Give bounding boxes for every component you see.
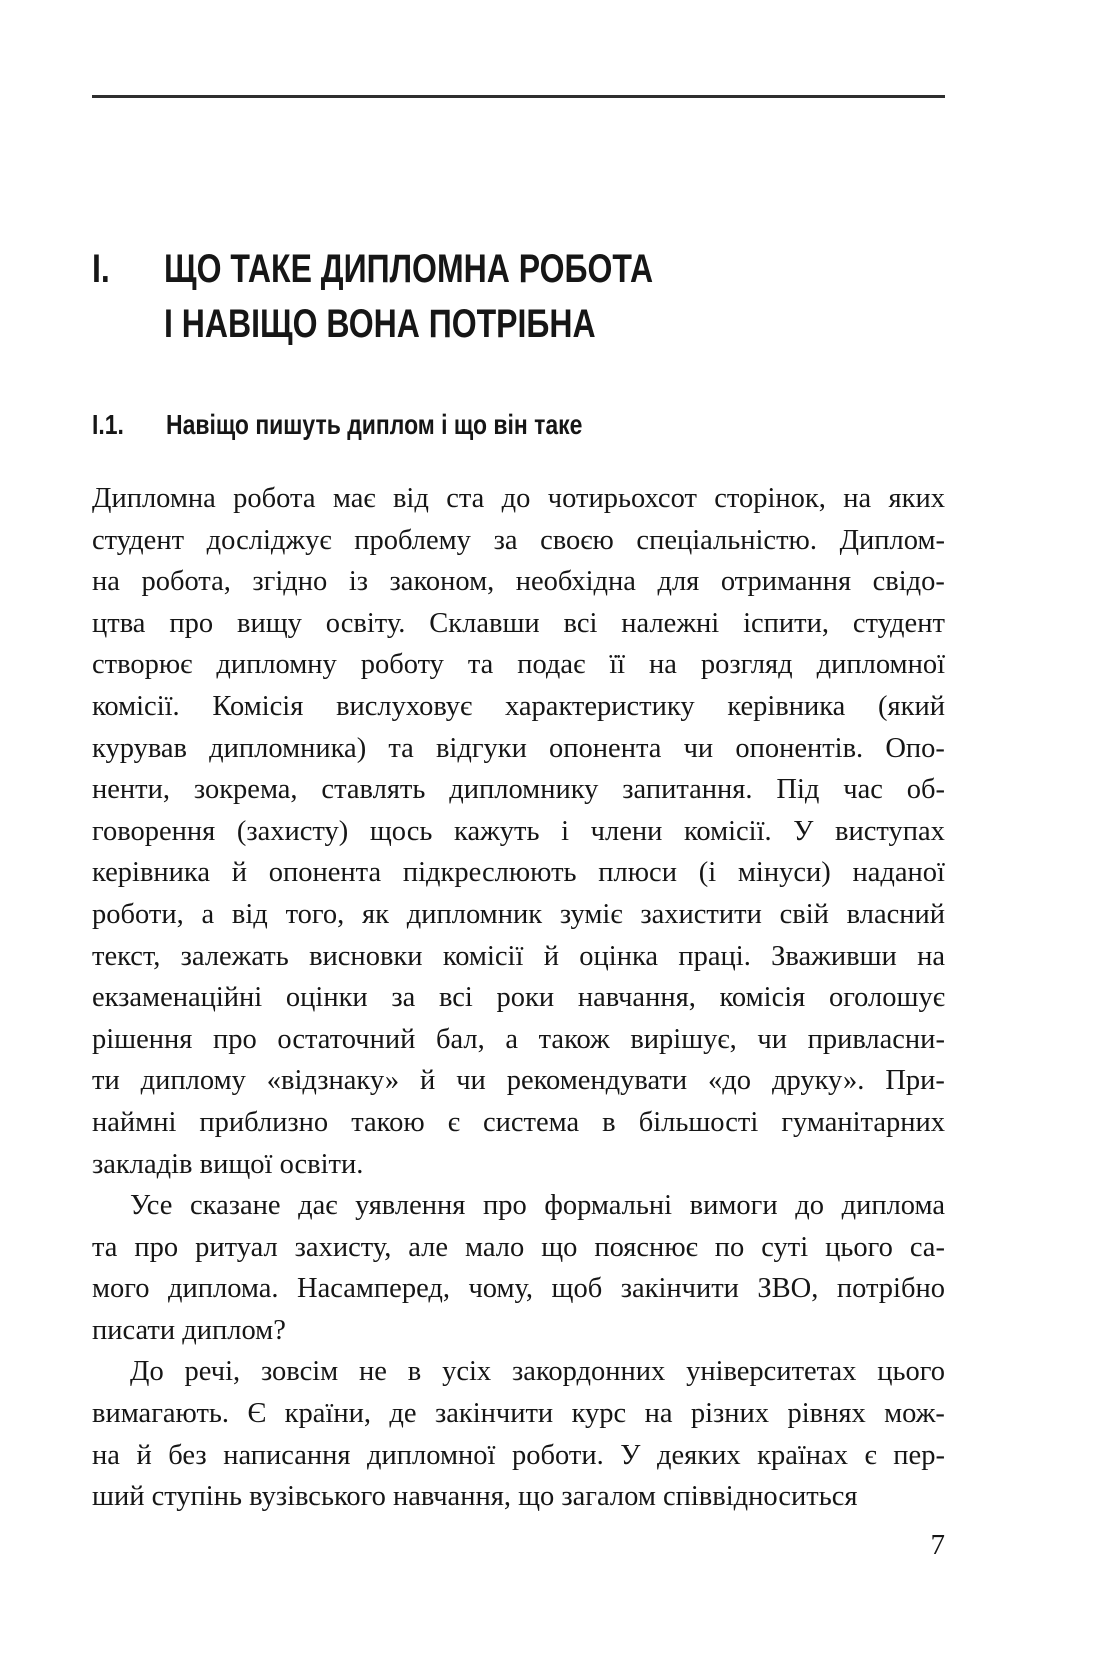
section-title: Навіщо пишуть диплом і що він таке — [166, 409, 583, 440]
text-line — [92, 769, 945, 811]
text-line — [92, 1227, 945, 1269]
text-line — [92, 811, 945, 853]
word: а — [505, 1023, 519, 1055]
word: без — [168, 1439, 207, 1471]
text-line — [92, 686, 945, 728]
text-line: ший ступінь вузівського навчання, що загалом співвідноситься — [92, 1481, 858, 1513]
word: до — [501, 483, 531, 514]
word: навчання, — [577, 982, 696, 1014]
word: й — [136, 1439, 152, 1471]
word: цтва — [92, 607, 146, 639]
word: є — [447, 1106, 460, 1138]
word: дипломник — [406, 898, 543, 930]
word: згідно — [252, 566, 328, 598]
paragraph — [92, 1351, 945, 1517]
word: є — [864, 1439, 877, 1471]
word: про — [213, 1023, 257, 1055]
word: роботи, — [92, 898, 184, 930]
paragraph — [92, 1185, 945, 1351]
word: оцінка — [579, 940, 659, 972]
text-line: закладів вищої освіти. — [92, 1148, 364, 1180]
word: рівнях — [787, 1398, 866, 1430]
word: Усе — [130, 1190, 173, 1222]
word: закордонних — [512, 1356, 666, 1388]
word: чотирьохсот — [547, 483, 697, 514]
word: друку». — [771, 1065, 865, 1097]
section-number: I.1. — [92, 409, 124, 440]
word: роки — [496, 982, 555, 1014]
text-line: писати диплом? — [92, 1314, 286, 1346]
word: дипломну — [216, 649, 337, 681]
text-line — [92, 1268, 945, 1310]
word: про — [134, 1231, 179, 1263]
word: університетах — [686, 1356, 857, 1388]
word: мінуси) — [737, 857, 831, 889]
word: того, — [285, 898, 345, 930]
word: ЗВО, — [757, 1273, 819, 1305]
word: країни, — [284, 1398, 371, 1430]
word: відгуки — [435, 732, 527, 764]
word: усіх — [442, 1356, 492, 1388]
word: за — [493, 524, 518, 556]
word: робота — [233, 483, 316, 514]
word: Комісія — [212, 690, 304, 722]
word: гуманітарних — [781, 1106, 945, 1138]
word: курував — [92, 732, 188, 764]
word: захисту, — [294, 1231, 392, 1263]
word: досліджує — [206, 524, 332, 556]
word: для — [657, 566, 700, 598]
word: чи — [683, 732, 714, 764]
word: де — [389, 1398, 417, 1430]
word: диплома. — [167, 1273, 279, 1305]
word: мало — [465, 1231, 525, 1263]
word: іспити, — [743, 607, 829, 639]
word: зуміє — [559, 898, 623, 930]
word: виступах — [835, 815, 945, 847]
word: екзаменаційні — [92, 982, 263, 1014]
text-line — [92, 894, 945, 936]
word: від — [392, 483, 429, 514]
word: залежать — [180, 940, 289, 972]
text-line — [92, 852, 945, 894]
text-line — [92, 644, 945, 686]
word: са- — [909, 1231, 945, 1263]
word: написання — [223, 1439, 351, 1471]
word: При- — [885, 1065, 945, 1097]
word: чи — [757, 1023, 787, 1055]
word: приблизно — [199, 1106, 329, 1138]
text-line — [92, 1060, 945, 1102]
word: дипломника) — [209, 732, 367, 764]
word: всі — [438, 982, 473, 1014]
word: необхідна — [515, 566, 636, 598]
word: кажуть — [454, 815, 540, 847]
word: пер- — [893, 1439, 945, 1471]
word: від — [231, 898, 268, 930]
chapter-title-line-1: ЩО ТАКЕ ДИПЛОМНА РОБОТА — [164, 247, 654, 291]
word: не — [359, 1356, 387, 1388]
word: Зваживши — [771, 940, 897, 972]
word: робота, — [141, 566, 231, 598]
text-line — [92, 1102, 945, 1144]
word: комісії. — [683, 815, 772, 847]
page-number: 7 — [930, 1529, 945, 1561]
word: комісії. — [92, 690, 180, 722]
word: вимагають. — [92, 1398, 230, 1430]
word: із — [348, 566, 369, 598]
section-heading — [92, 409, 674, 441]
word: на — [843, 483, 872, 514]
word: створює — [92, 649, 193, 681]
word: рішення — [92, 1023, 193, 1055]
word: уявлення — [355, 1190, 466, 1222]
word: дипломної — [816, 649, 945, 681]
word: оцінки — [285, 982, 368, 1014]
word: (захисту) — [236, 815, 349, 847]
word: а — [201, 898, 215, 930]
word: на — [649, 649, 677, 681]
word: ти — [92, 1065, 120, 1097]
word: мож- — [884, 1398, 945, 1430]
word: захистити — [640, 898, 762, 930]
word: деяких — [656, 1439, 741, 1471]
word: різних — [690, 1398, 770, 1430]
text-line — [92, 1185, 945, 1227]
text-line — [92, 728, 945, 770]
word: на — [644, 1398, 673, 1430]
word: на — [92, 1439, 120, 1471]
word: подає — [517, 649, 586, 681]
word: комісія — [719, 982, 806, 1014]
word: та — [388, 732, 414, 764]
word: підкреслюють — [402, 857, 577, 889]
word: й — [420, 1065, 436, 1097]
word: що — [541, 1231, 578, 1263]
word: праці. — [678, 940, 751, 972]
word: студент — [852, 607, 945, 639]
word: отримання — [720, 566, 852, 598]
word: зовсім — [260, 1356, 339, 1388]
word: керівника — [727, 690, 846, 722]
word: сторінок, — [714, 483, 826, 514]
word: щоб — [551, 1273, 603, 1305]
word: Під — [776, 774, 820, 806]
word: всі — [563, 607, 598, 639]
word: Диплом- — [839, 524, 945, 556]
word: ста — [446, 483, 485, 514]
word: висновки — [309, 940, 423, 972]
word: освіту. — [325, 607, 406, 639]
word: запитання. — [622, 774, 753, 806]
word: характеристику — [505, 690, 695, 722]
word: про — [482, 1190, 527, 1222]
word: її — [609, 649, 626, 681]
word: цього — [877, 1356, 945, 1388]
text-line — [92, 478, 945, 520]
text-line — [92, 1019, 945, 1061]
word: дипломнику — [449, 774, 599, 806]
word: текст, — [92, 940, 161, 972]
word: сказане — [190, 1190, 281, 1222]
chapter-heading — [92, 242, 972, 352]
word: щось — [369, 815, 433, 847]
word: та — [92, 1231, 118, 1263]
word: і — [561, 815, 570, 847]
word: плюси — [598, 857, 677, 889]
word: й — [231, 857, 247, 889]
word: більшості — [638, 1106, 759, 1138]
word: Насамперед, — [297, 1273, 450, 1305]
word: пояснює — [594, 1231, 698, 1263]
word: й — [543, 940, 559, 972]
chapter-title — [164, 242, 653, 352]
word: як — [362, 898, 389, 930]
word: До — [130, 1356, 164, 1388]
word: ненти, — [92, 774, 170, 806]
word: Є — [247, 1398, 267, 1430]
text-line — [92, 603, 945, 645]
text-line — [92, 1393, 945, 1435]
word: об- — [906, 774, 945, 806]
word: своєю — [540, 524, 614, 556]
text-line — [92, 1351, 945, 1393]
word: оголошує — [828, 982, 945, 1014]
word: потрібно — [836, 1273, 945, 1305]
word: наймні — [92, 1106, 177, 1138]
word: суті — [761, 1231, 809, 1263]
word: час — [843, 774, 883, 806]
word: дає — [298, 1190, 338, 1222]
word: розгляд — [700, 649, 793, 681]
word: керівника — [92, 857, 210, 889]
word: курс — [571, 1398, 627, 1430]
word: наданої — [852, 857, 945, 889]
word: Склавши — [429, 607, 540, 639]
word: привласни- — [807, 1023, 945, 1055]
word: та — [467, 649, 494, 681]
word: вирішує, — [630, 1023, 737, 1055]
word: на — [917, 940, 945, 972]
paragraph — [92, 478, 945, 1185]
word: диплома — [841, 1190, 945, 1222]
word: свідо- — [872, 566, 945, 598]
word: говорення — [92, 815, 216, 847]
word: вищу — [236, 607, 302, 639]
word: (і — [698, 857, 717, 889]
chapter-number: I. — [92, 247, 110, 291]
word: члени — [590, 815, 663, 847]
word: У — [620, 1439, 641, 1471]
word: спеціальністю. — [636, 524, 817, 556]
word: опонента — [268, 857, 382, 889]
word: ритуал — [195, 1231, 278, 1263]
word: закінчити — [434, 1398, 554, 1430]
word: роботи. — [511, 1439, 604, 1471]
word: чи — [456, 1065, 486, 1097]
word: студент — [92, 524, 185, 556]
word: «відзнаку» — [266, 1065, 400, 1097]
word: проблему — [354, 524, 471, 556]
word: Опо- — [885, 732, 945, 764]
word: «до — [708, 1065, 752, 1097]
word: комісії — [442, 940, 524, 972]
word: має — [332, 483, 376, 514]
text-line — [92, 561, 945, 603]
word: опонентів. — [735, 732, 864, 764]
body-text — [92, 478, 945, 1518]
word: дипломної — [367, 1439, 496, 1471]
text-line — [92, 1435, 945, 1477]
word: країнах — [757, 1439, 848, 1471]
word: на — [92, 566, 120, 598]
word: зокрема, — [193, 774, 298, 806]
word: власний — [846, 898, 945, 930]
word: також — [538, 1023, 610, 1055]
word: належні — [621, 607, 720, 639]
text-line — [92, 936, 945, 978]
word: вислуховує — [336, 690, 473, 722]
word: чому, — [468, 1273, 534, 1305]
text-line — [92, 520, 945, 562]
word: рекомендувати — [506, 1065, 688, 1097]
word: але — [408, 1231, 449, 1263]
word: за — [391, 982, 416, 1014]
word: ставлять — [321, 774, 426, 806]
word: Дипломна — [92, 483, 216, 514]
word: роботу — [360, 649, 444, 681]
word: У — [793, 815, 814, 847]
word: опонента — [549, 732, 662, 764]
word: про — [169, 607, 214, 639]
word: в — [407, 1356, 422, 1388]
word: до — [795, 1190, 824, 1222]
word: в — [602, 1106, 616, 1138]
word: остаточний — [277, 1023, 416, 1055]
word: бал, — [436, 1023, 485, 1055]
text-line — [92, 977, 945, 1019]
word: мого — [92, 1273, 150, 1305]
word: такою — [351, 1106, 425, 1138]
word: законом, — [389, 566, 495, 598]
word: формальні — [544, 1190, 673, 1222]
word: диплому — [140, 1065, 246, 1097]
word: цього — [825, 1231, 893, 1263]
word: вимоги — [689, 1190, 778, 1222]
word: закінчити — [620, 1273, 739, 1305]
word: (який — [878, 690, 945, 722]
header-rule — [92, 95, 945, 98]
word: яких — [888, 483, 945, 514]
word: свій — [779, 898, 829, 930]
word: система — [482, 1106, 580, 1138]
chapter-title-line-2: І НАВІЩО ВОНА ПОТРІБНА — [164, 302, 596, 347]
word: по — [714, 1231, 745, 1263]
word: речі, — [184, 1356, 241, 1388]
